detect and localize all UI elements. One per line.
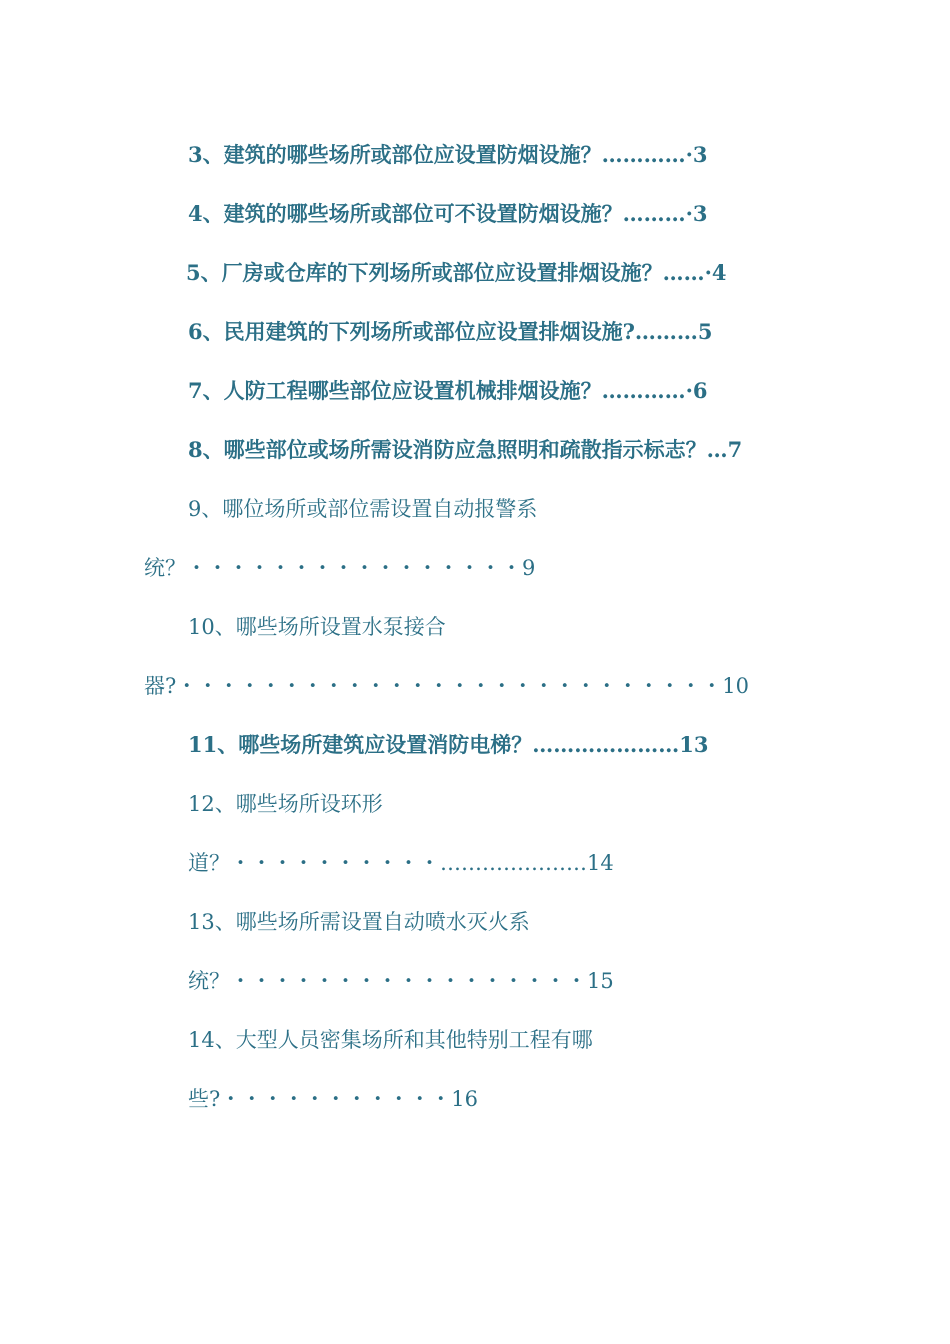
toc-entry-12-line2: 道？・・・・・・・・・・…………………14 [188,851,614,875]
toc-entry-13-line1: 13、哪些场所需设置自动喷水灭火系 [188,910,530,934]
toc-entry-8: 8、哪些部位或场所需设消防应急照明和疏散指示标志？…7 [188,437,743,462]
toc-entry-13-line2: 统？・・・・・・・・・・・・・・・・・15 [188,969,614,993]
toc-entry-3: 3、建筑的哪些场所或部位应设置防烟设施？…………·3 [188,142,708,167]
toc-entry-9-line2: 统？・・・・・・・・・・・・・・・・9 [144,556,536,580]
toc-entry-7: 7、人防工程哪些部位应设置机械排烟设施？…………·6 [188,378,708,403]
toc-entry-10-line1: 10、哪些场所设置水泵接合 [188,615,446,639]
toc-entry-12-line1: 12、哪些场所设环形 [188,792,383,816]
toc-entry-10-line2: 器?・・・・・・・・・・・・・・・・・・・・・・・・・・10 [144,674,749,698]
toc-entry-14-line1: 14、大型人员密集场所和其他特别工程有哪 [188,1028,593,1052]
toc-entry-5: 5、厂房或仓库的下列场所或部位应设置排烟设施？……·4 [186,260,727,285]
toc-entry-11: 11、哪些场所建筑应设置消防电梯？…………………13 [188,732,709,757]
toc-entry-4: 4、建筑的哪些场所或部位可不设置防烟设施？………·3 [188,201,708,226]
toc-entry-14-line2: 些?・・・・・・・・・・・16 [188,1087,478,1111]
toc-entry-6: 6、民用建筑的下列场所或部位应设置排烟设施?………5 [188,319,713,344]
toc-entry-9-line1: 9、哪位场所或部位需设置自动报警系 [188,497,538,521]
